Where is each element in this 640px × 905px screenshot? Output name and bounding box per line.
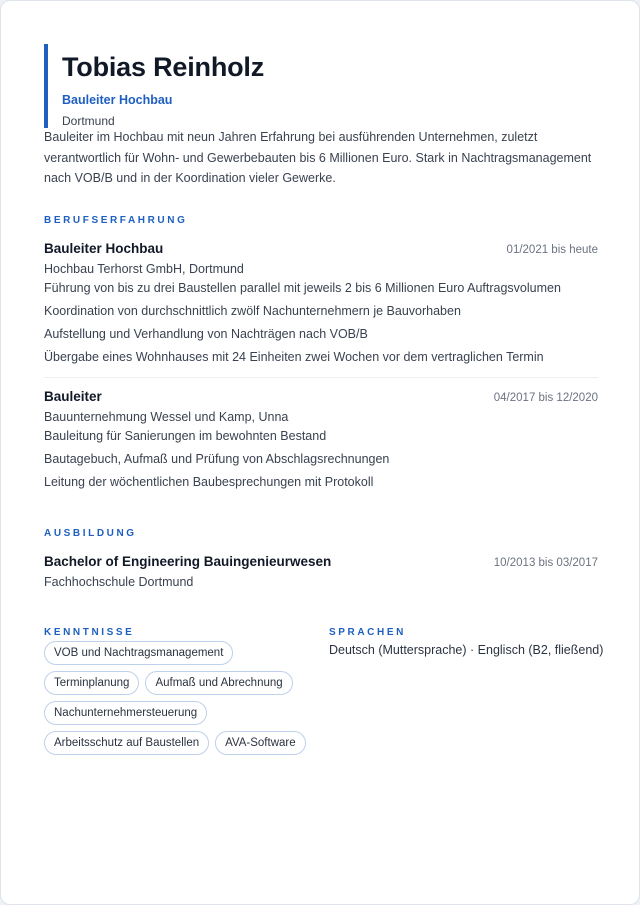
experience-section-title: BERUFSERFAHRUNG (44, 215, 188, 226)
job-bullet: Bautagebuch, Aufmaß und Prüfung von Abschlagsrechnungen (44, 452, 390, 466)
job-entry-1 (44, 241, 598, 365)
education-entry (44, 554, 598, 590)
skill-chip: Nachunternehmersteuerung (44, 701, 207, 725)
languages-text: Deutsch (Muttersprache) · Englisch (B2, fließend) (329, 643, 604, 657)
candidate-headline: Bauleiter Hochbau (62, 93, 173, 107)
skill-chip: Arbeitsschutz auf Baustellen (44, 731, 209, 755)
job-date: 04/2017 bis 12/2020 (493, 392, 598, 404)
resume-header (44, 44, 264, 128)
skill-chip: AVA-Software (215, 731, 306, 755)
profile-summary: Bauleiter im Hochbau mit neun Jahren Erfahrung bei ausführenden Unternehmen, zuletzt verantwortlich für Wohn- und Gewerbebauten bis 6 Millionen Euro. Stark in Nachtragsmanagement nach VOB/B und in der Koordination vieler Gewerke. (44, 130, 592, 185)
job-bullet: Aufstellung und Verhandlung von Nachträgen nach VOB/B (44, 327, 368, 341)
job-title: Bauleiter (44, 389, 102, 404)
skill-chip: Terminplanung (44, 671, 139, 695)
job-entry-2 (44, 389, 598, 490)
job-bullet: Koordination von durchschnittlich zwölf Nachunternehmern je Bauvorhaben (44, 304, 461, 318)
job-company: Hochbau Terhorst GmbH, Dortmund (44, 262, 244, 276)
job-title: Bauleiter Hochbau (44, 241, 164, 256)
education-section-title: AUSBILDUNG (44, 528, 137, 539)
languages-section-title: SPRACHEN (329, 627, 406, 638)
degree-title: Bachelor of Engineering Bauingenieurwesen (44, 554, 332, 569)
education-date: 10/2013 bis 03/2017 (493, 557, 598, 569)
candidate-name: Tobias Reinholz (62, 52, 265, 82)
job-bullet: Führung von bis zu drei Baustellen parallel mit jeweils 2 bis 6 Millionen Euro Auftragsvolumen (44, 281, 561, 295)
candidate-location: Dortmund (62, 114, 115, 128)
skill-chip: VOB und Nachtragsmanagement (44, 641, 233, 665)
skills-list (44, 641, 314, 761)
job-bullet: Bauleitung für Sanierungen im bewohnten Bestand (44, 429, 327, 443)
skills-section-title: KENNTNISSE (44, 627, 135, 638)
job-company: Bauunternehmung Wessel und Kamp, Unna (44, 410, 289, 424)
job-bullet: Übergabe eines Wohnhauses mit 24 Einheiten zwei Wochen vor dem vertraglichen Termin (44, 350, 544, 364)
skill-chip: Aufmaß und Abrechnung (145, 671, 292, 695)
job-divider (44, 377, 598, 378)
school-name: Fachhochschule Dortmund (44, 575, 194, 589)
job-bullet: Leitung der wöchentlichen Baubesprechungen mit Protokoll (44, 475, 374, 489)
job-date: 01/2021 bis heute (506, 244, 598, 256)
